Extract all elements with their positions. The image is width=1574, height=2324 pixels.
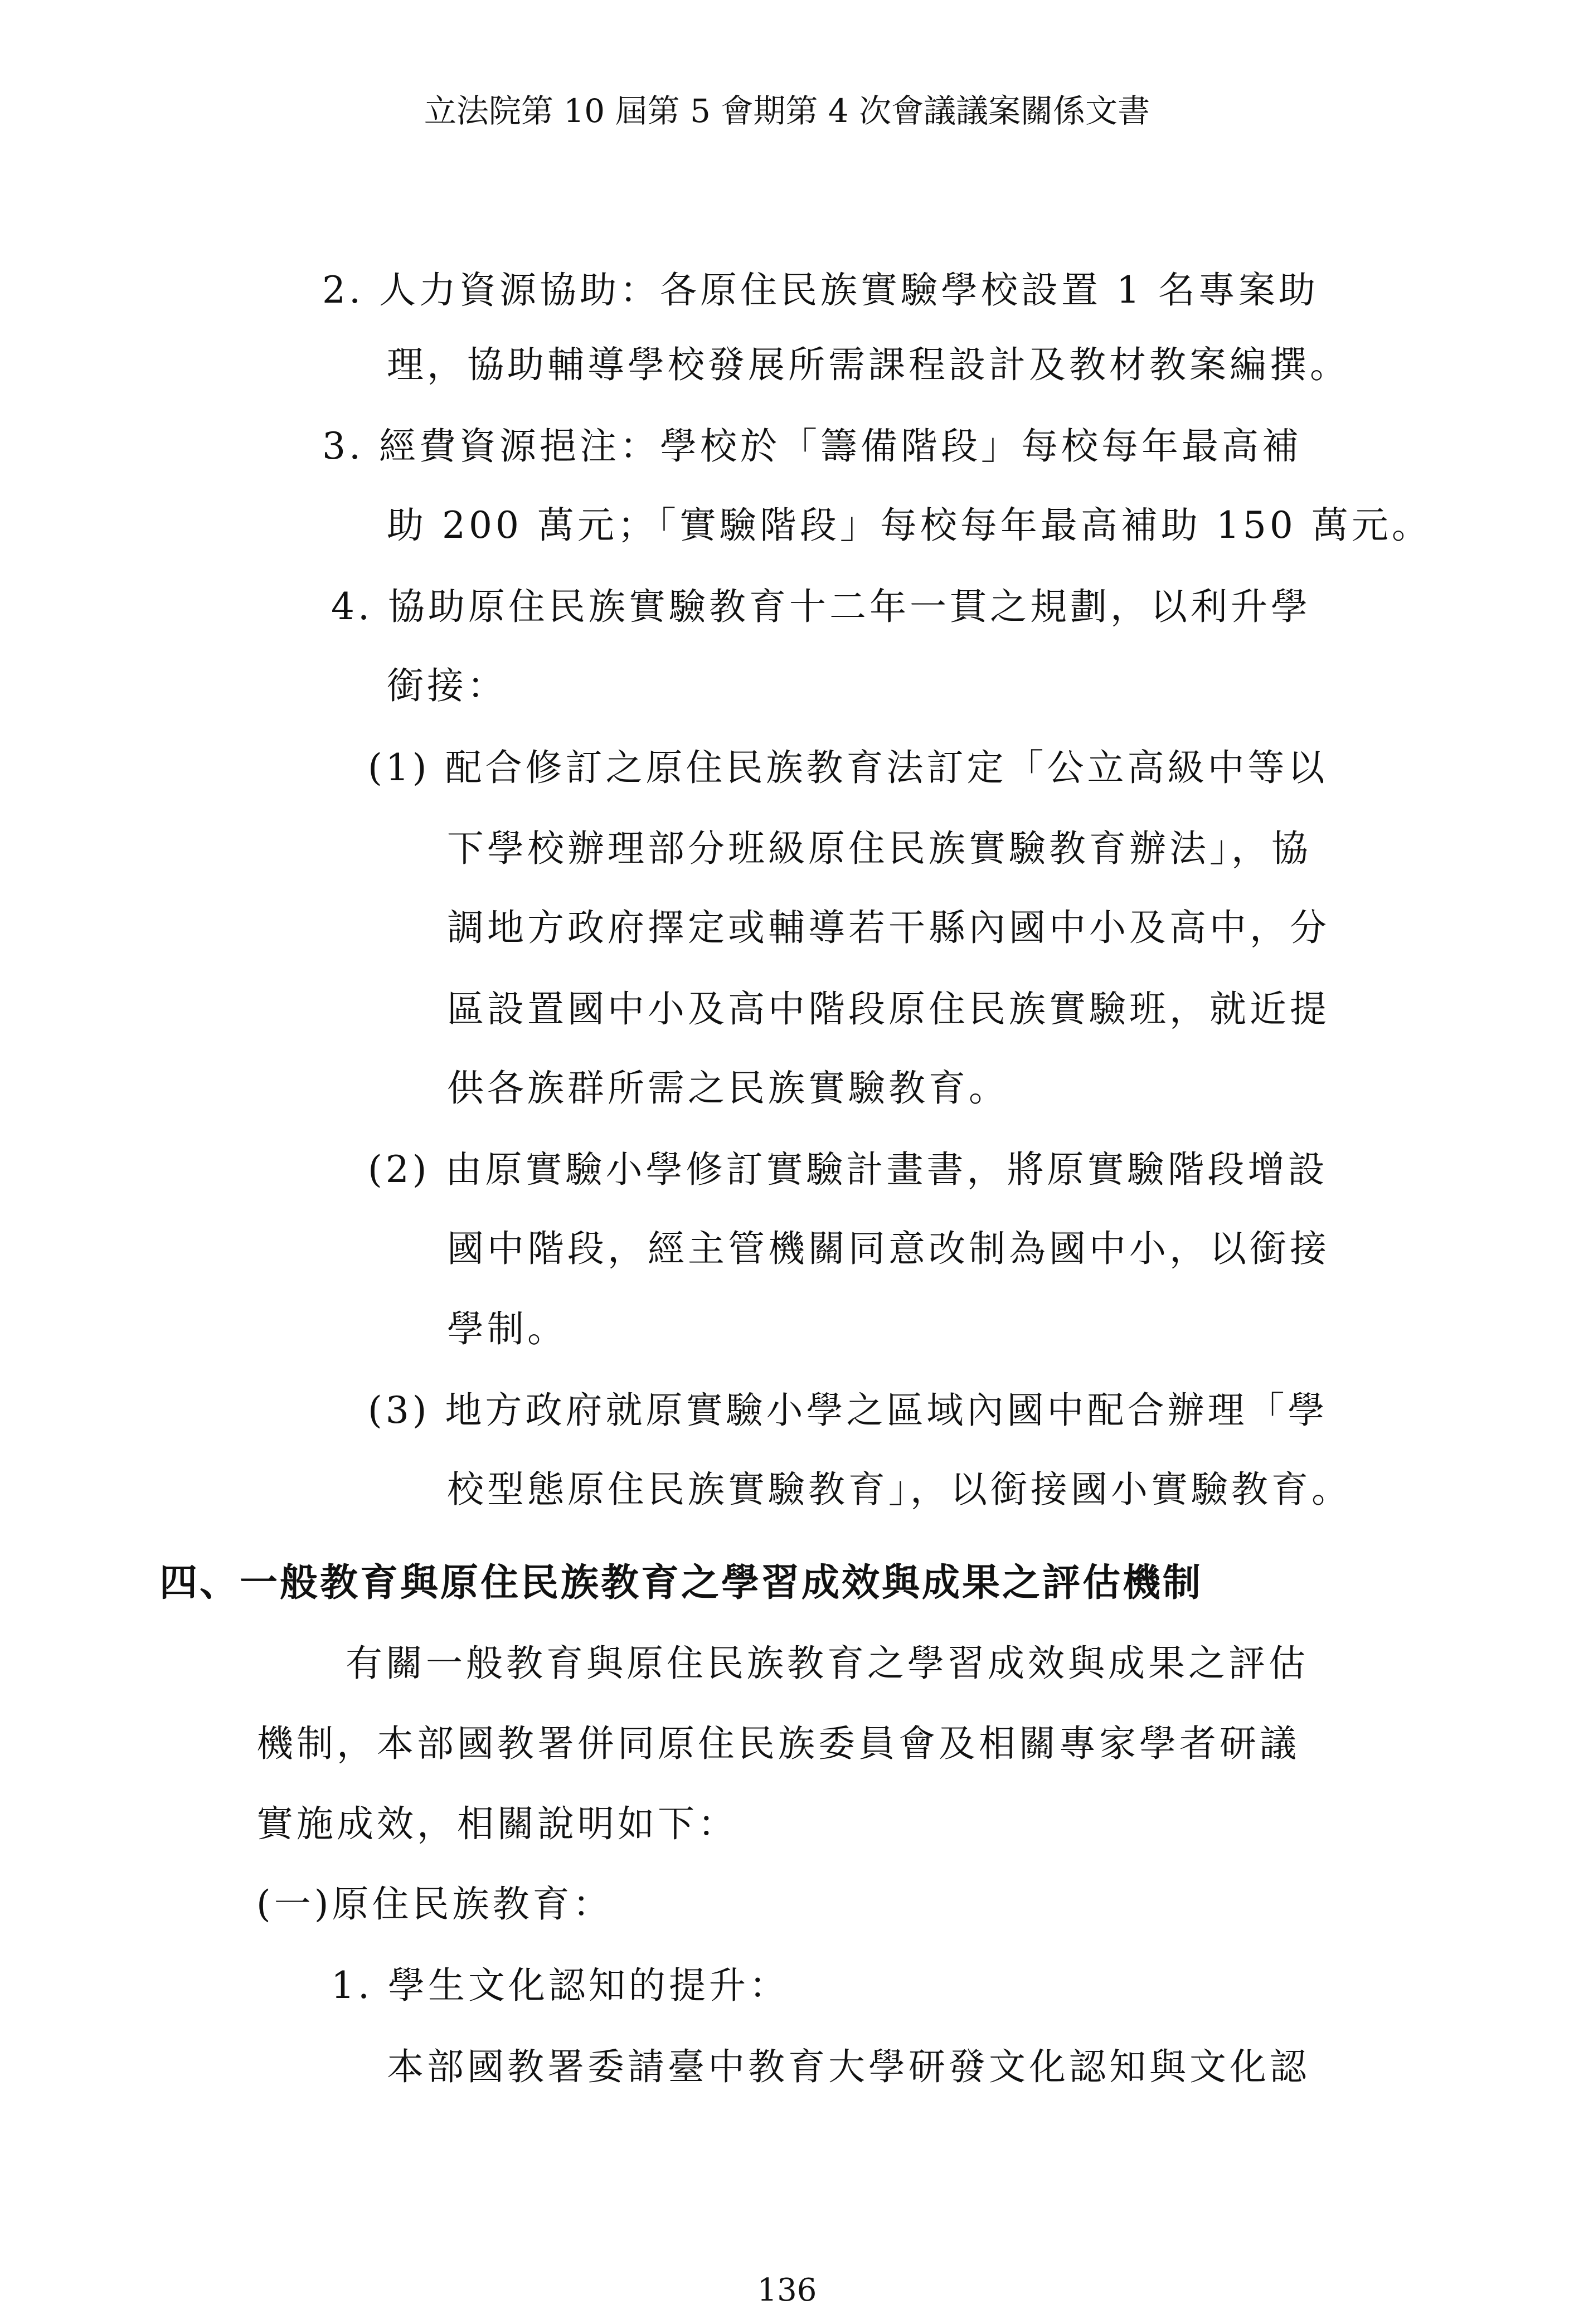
sub-item-2-line-2: 國中階段，經主管機關同意改制為國中小，以銜接 <box>447 1227 1330 1270</box>
item-3-line-2: 助 200 萬元；「實驗階段」每校每年最高補助 150 萬元。 <box>387 504 1432 547</box>
sub-item-1-line-2: 下學校辦理部分班級原住民族實驗教育辦法」，協 <box>447 827 1311 870</box>
section-4-para-line-3: 實施成效，相關說明如下： <box>256 1802 738 1845</box>
sub-item-1-line-3: 調地方政府擇定或輔導若干縣內國中小及高中，分 <box>447 906 1330 949</box>
sub-heading-indigenous-education: (一)原住民族教育： <box>256 1883 613 1926</box>
item-1-title: 1. 學生文化認知的提升： <box>331 1964 789 2007</box>
sub-item-2-line-3: 學制。 <box>447 1307 567 1350</box>
sub-item-2-line-1: (2) 由原實驗小學修訂實驗計畫書，將原實驗階段增設 <box>368 1148 1328 1191</box>
item-2-line-2: 理，協助輔導學校發展所需課程設計及教材教案編撰。 <box>387 343 1350 386</box>
sub-item-3-line-2: 校型態原住民族實驗教育」，以銜接國小實驗教育。 <box>447 1468 1352 1511</box>
item-2-line-1: 2. 人力資源協助：各原住民族實驗學校設置 1 名專案助 <box>322 269 1319 312</box>
item-4-line-2: 銜接： <box>387 664 507 707</box>
page-header: 立法院第 10 屆第 5 會期第 4 次會議議案關係文書 <box>424 92 1150 130</box>
section-4-para-line-2: 機制，本部國教署併同原住民族委員會及相關專家學者研議 <box>256 1722 1300 1765</box>
item-3-line-1: 3. 經費資源挹注：學校於「籌備階段」每校每年最高補 <box>322 425 1302 468</box>
sub-item-1-line-1: (1) 配合修訂之原住民族教育法訂定「公立高級中等以 <box>368 746 1328 789</box>
sub-item-3-line-1: (3) 地方政府就原實驗小學之區域內國中配合辦理「學 <box>368 1389 1328 1432</box>
section-4-para-line-1: 有關一般教育與原住民族教育之學習成效與成果之評估 <box>346 1642 1309 1685</box>
sub-item-1-line-5: 供各族群所需之民族實驗教育。 <box>447 1067 1009 1110</box>
item-4-line-1: 4. 協助原住民族實驗教育十二年一貫之規劃，以利升學 <box>331 585 1311 628</box>
item-1-text: 本部國教署委請臺中教育大學研發文化認知與文化認 <box>387 2045 1310 2088</box>
section-4-heading: 四、一般教育與原住民族教育之學習成效與成果之評估機制 <box>159 1560 1203 1605</box>
page-number: 136 <box>757 2272 817 2308</box>
sub-item-1-line-4: 區設置國中小及高中階段原住民族實驗班，就近提 <box>447 988 1330 1030</box>
